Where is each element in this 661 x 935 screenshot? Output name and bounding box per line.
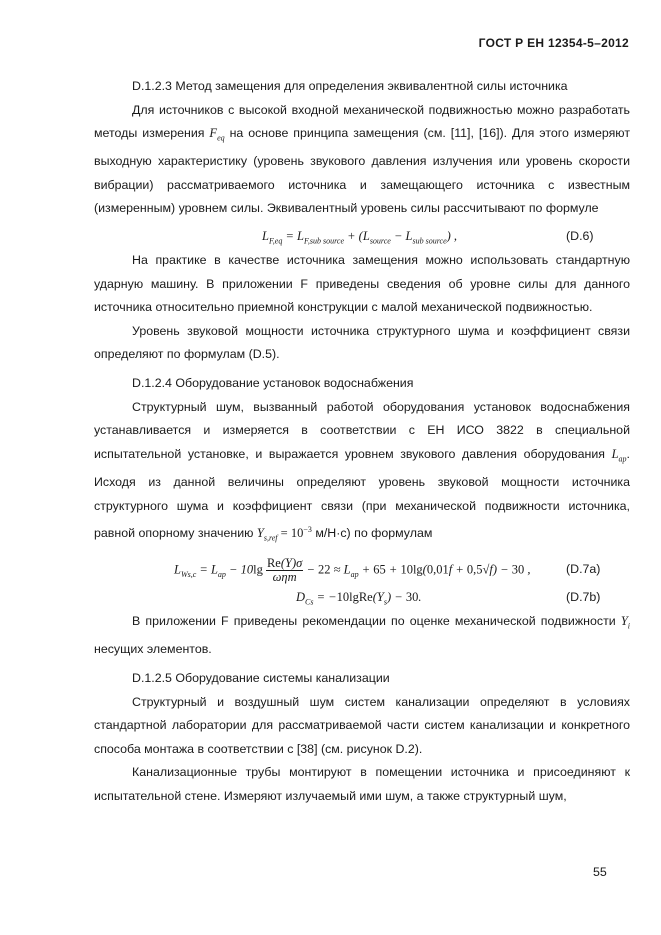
body-text [94,75,630,809]
symbol-l-ap: $L_{ap}$ [611,446,627,464]
equation-d7b [94,582,630,608]
page-number: 55 [593,865,607,879]
paragraph: На практике в качестве источника замещения можно использовать стандартную ударную машину. В приложении F приведены сведения об уровне силы для данного источника относительно приемной конструкции с малой механической подвижностью. [94,253,630,315]
formula-d6: $L_{F,eq} = L_{F,sub source} + (L_{source} - L_{sub source})$ , [262,229,458,246]
paragraph: Уровень звуковой мощности источника структурного шума и коэффициент связи определяют по формулам (D.5). [94,323,630,362]
formula-d7b: $D_{Cs}$ = $-10lgRe(Y_s) - 30$. [296,590,422,607]
paragraph: Структурный и воздушный шум систем канализации определяют в условиях стандартной лаборатории для рассматриваемой части систем канализации и конкретного способа монтажа в соответствии с [38] (см. рисунок D.2). [94,694,630,756]
symbol-f-eq: $F_{eq}$ [209,126,225,143]
paragraph: Структурный шум, вызванный работой оборудования установок водоснабжения устанавливается и измеряется в соответствии с ЕН ИСО 3822 в специальной испытательной установке, и выражается уровнем звукового давления оборудования $L_{ap}$. Исходя из данной величины определяют уровень звуковой мощности источника структурного шума и коэффициент связи (при механической подвижности источника, равной опорному значению $Y_{s,ref} = 10^{-3}$ м/Н·с) по формулам [94,399,630,543]
paragraph: Канализационные трубы монтируют в помещении источника и присоединяют к испытательной стене. Измеряют излучаемый ими шум, а также структурный шум, [94,765,630,803]
paragraph: Для источников с высокой входной механической подвижностью можно разработать методы измерения $F_{eq}$ на основе принципа замещения (см. [11], [16]). Для этого измеряют выходную характеристику (уровень звукового давления излучения или уровень скорости вибрации) рассматриваемого источника и замещающего источника с известным (измеренным) уровнем силы. Эквивалентный уровень силы рассчитывают по формуле [94,102,630,216]
equation-d6 [94,221,630,249]
symbol-y-sref: $Y_{s,ref} = 10^{-3}$ [256,525,312,543]
document-code-header: ГОСТ Р ЕН 12354-5–2012 [478,36,629,50]
paragraph: В приложении F приведены рекомендации по оценке механической подвижности $Y_i$ несущих элементов. [94,614,630,657]
section-title-d123: D.1.2.3 Метод замещения для определения эквивалентной силы источника [132,79,568,93]
equation-d7a [94,550,630,585]
formula-d7a: $L_{Ws,c} = L_{ap} - 10\lg$ Re(Y)σ ωηm − $22 \approx L_{ap} + 65 + 10\lg(0,01f + 0,5√f) - 30$ , [174,556,531,585]
section-title-d124: D.1.2.4 Оборудование установок водоснабжения [132,376,414,391]
equation-number-d7b: (D.7b) [566,590,601,605]
section-title-d125: D.1.2.5 Оборудование системы канализации [132,671,390,686]
equation-number-d6: (D.6) [566,229,594,244]
equation-number-d7a: (D.7a) [566,562,601,577]
symbol-y-i: $Y_i$ [620,614,630,631]
